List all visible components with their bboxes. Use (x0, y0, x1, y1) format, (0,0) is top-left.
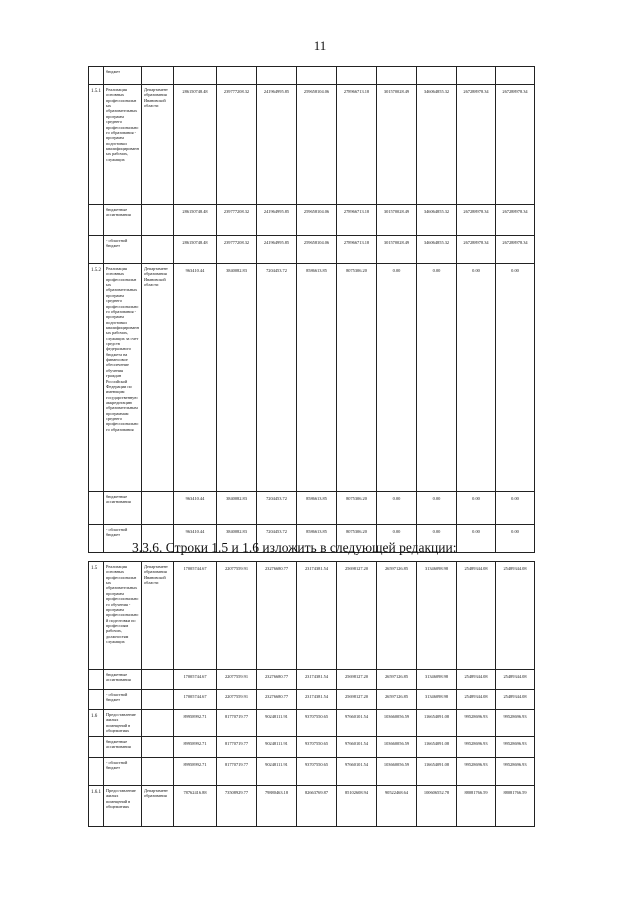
row-code (89, 492, 104, 525)
value-cell: 278966713.18 (337, 205, 377, 236)
value-cell: 241964995.85 (257, 85, 297, 205)
value-cell: 259658104.06 (297, 236, 337, 264)
value-cell: 267288978.34 (496, 85, 535, 205)
value-cell: 0.00 (377, 525, 417, 553)
table-row (89, 562, 535, 670)
value-cell: 99528696.93 (457, 758, 496, 786)
row-code: 1.5.2 (89, 264, 104, 492)
value-cell: 8586613.85 (297, 492, 337, 525)
row-code (89, 236, 104, 264)
value-cell: 267288978.34 (496, 236, 535, 264)
value-cell: 963410.44 (174, 492, 217, 525)
row-executor (142, 236, 174, 264)
row-code (89, 525, 104, 553)
value-cell: 26597126.85 (377, 670, 417, 690)
value-cell: 8075306.20 (337, 264, 377, 492)
row-code: 1.6.1 (89, 786, 104, 827)
value-cell: 3840082.83 (217, 492, 257, 525)
value-cell: 17005744.67 (174, 690, 217, 710)
value-cell: 26597126.85 (377, 562, 417, 670)
row-name: Предоставление жилых помещений в общежитиях (104, 786, 142, 827)
row-code (89, 737, 104, 758)
value-cell: 73508929.77 (217, 786, 257, 827)
row-code (89, 670, 104, 690)
value-cell: 7204453.72 (257, 525, 297, 553)
value-cell: 25489344.08 (457, 670, 496, 690)
row-executor: Департамент образования Ивановской области (142, 85, 174, 205)
value-cell: 90248111.91 (257, 758, 297, 786)
value-cell: 7204453.72 (257, 264, 297, 492)
table-row (89, 236, 535, 264)
value-cell: 0.00 (377, 492, 417, 525)
value-cell (257, 67, 297, 85)
value-cell: 23174381.54 (297, 690, 337, 710)
row-executor: Департамент образования (142, 786, 174, 827)
row-executor (142, 710, 174, 737)
value-cell: 267288978.34 (457, 85, 496, 205)
value-cell: 259658104.06 (297, 205, 337, 236)
table-row (89, 670, 535, 690)
value-cell: 0.00 (496, 492, 535, 525)
value-cell: 82663769.87 (297, 786, 337, 827)
value-cell: 78762416.88 (174, 786, 217, 827)
value-cell: 286150748.48 (174, 205, 217, 236)
value-cell: 97660101.54 (337, 758, 377, 786)
row-executor (142, 670, 174, 690)
value-cell: 239777208.32 (217, 85, 257, 205)
value-cell: 23276680.77 (257, 690, 297, 710)
value-cell: 22077559.91 (217, 670, 257, 690)
value-cell: 25698127.20 (337, 690, 377, 710)
value-cell: 0.00 (417, 525, 457, 553)
table-row (89, 492, 535, 525)
value-cell: 0.00 (457, 525, 496, 553)
value-cell: 239777208.32 (217, 236, 257, 264)
row-name: Реализация основных профессиональных образовательных программ профессионального обучения - программ профессиональной подготовки по профессиям рабочих, должностям служащих (104, 562, 142, 670)
value-cell: 0.00 (457, 492, 496, 525)
row-name: - областной бюджет (104, 236, 142, 264)
row-executor (142, 492, 174, 525)
value-cell: 278966713.18 (337, 85, 377, 205)
row-executor (142, 690, 174, 710)
value-cell: 267288978.34 (457, 205, 496, 236)
value-cell: 0.00 (377, 264, 417, 492)
value-cell: 93707550.65 (297, 710, 337, 737)
value-cell: 93707550.65 (297, 758, 337, 786)
value-cell (496, 67, 535, 85)
value-cell (142, 67, 174, 85)
value-cell: 99528696.93 (457, 737, 496, 758)
row-name: бюджетные ассигнования (104, 670, 142, 690)
value-cell: 22077559.91 (217, 562, 257, 670)
value-cell: 8586613.85 (297, 264, 337, 492)
table-row (89, 67, 535, 85)
value-cell: 89958992.71 (174, 737, 217, 758)
value-cell: 0.00 (417, 264, 457, 492)
row-name: - областной бюджет (104, 690, 142, 710)
value-cell: 25489344.08 (496, 690, 535, 710)
value-cell: 25489344.08 (457, 562, 496, 670)
row-name: Реализация основных профессиональных образовательных программ среднего профессионального образования - программ подготовки квалифицированных рабочих, служащих (104, 85, 142, 205)
value-cell: 103660056.59 (377, 710, 417, 737)
value-cell: 286150748.48 (174, 85, 217, 205)
value-cell: 93707550.65 (297, 737, 337, 758)
value-cell: 259658104.06 (297, 85, 337, 205)
row-executor (142, 737, 174, 758)
value-cell (457, 67, 496, 85)
value-cell: 97660101.54 (337, 710, 377, 737)
value-cell: 286150748.48 (174, 236, 217, 264)
value-cell: 103660056.59 (377, 737, 417, 758)
row-executor: Департамент образования Ивановской области (142, 264, 174, 492)
row-name: Предоставление жилых помещений в общежитиях (104, 710, 142, 737)
row-code: 1.5 (89, 562, 104, 670)
value-cell: 241964995.85 (257, 205, 297, 236)
value-cell: 3840082.83 (217, 525, 257, 553)
value-cell (217, 67, 257, 85)
value-cell: 26597126.85 (377, 690, 417, 710)
value-cell: 90248111.91 (257, 710, 297, 737)
value-cell: 25489344.08 (457, 690, 496, 710)
value-cell: 963410.44 (174, 264, 217, 492)
value-cell: 267288978.34 (457, 236, 496, 264)
value-cell: 25489344.08 (496, 562, 535, 670)
value-cell: 25698127.20 (337, 670, 377, 690)
value-cell: 23276680.77 (257, 670, 297, 690)
value-cell: 0.00 (457, 264, 496, 492)
value-cell: 301570028.49 (377, 236, 417, 264)
value-cell: 22077559.91 (217, 690, 257, 710)
row-name: бюджет (104, 67, 142, 85)
value-cell: 23276680.77 (257, 562, 297, 670)
row-executor (142, 758, 174, 786)
value-cell: 346064855.32 (417, 205, 457, 236)
row-executor (142, 205, 174, 236)
value-cell: 301570028.49 (377, 205, 417, 236)
value-cell: 90522468.64 (377, 786, 417, 827)
value-cell: 241964995.85 (257, 236, 297, 264)
value-cell: 8075306.20 (337, 492, 377, 525)
value-cell: 3840082.83 (217, 264, 257, 492)
value-cell: 23174381.54 (297, 562, 337, 670)
value-cell: 31346098.98 (417, 670, 457, 690)
value-cell: 25489344.08 (496, 670, 535, 690)
value-cell (417, 67, 457, 85)
value-cell (337, 67, 377, 85)
value-cell: 8075306.20 (337, 525, 377, 553)
value-cell: 278966713.18 (337, 236, 377, 264)
value-cell: 90248111.91 (257, 737, 297, 758)
row-name: Реализация основных профессиональных образовательных программ среднего профессионального образования - программ подготовки квалифицированных рабочих, служащих за счет средств федерального бюджета на финансовое обеспечение обучения граждан Российской Федерации по имеющим государственную аккредитацию образовательным программам среднего профессионального образования (104, 264, 142, 492)
table-row (89, 264, 535, 492)
value-cell: 103660056.59 (377, 758, 417, 786)
value-cell: 81770719.77 (217, 737, 257, 758)
value-cell: 25698127.20 (337, 562, 377, 670)
value-cell: 99528696.93 (457, 710, 496, 737)
value-cell: 89958992.71 (174, 710, 217, 737)
table-row (89, 205, 535, 236)
value-cell: 31346098.98 (417, 562, 457, 670)
value-cell: 88081766.59 (457, 786, 496, 827)
value-cell: 99528696.93 (496, 737, 535, 758)
value-cell: 79880463.18 (257, 786, 297, 827)
row-code (89, 205, 104, 236)
value-cell (174, 67, 217, 85)
row-code (89, 758, 104, 786)
table-row (89, 85, 535, 205)
value-cell: 17005744.67 (174, 670, 217, 690)
page-number: 11 (313, 38, 327, 53)
value-cell: 301570028.49 (377, 85, 417, 205)
value-cell: 8586613.85 (297, 525, 337, 553)
table-row (89, 786, 535, 827)
value-cell: 963410.44 (174, 525, 217, 553)
value-cell: 81770719.77 (217, 758, 257, 786)
value-cell: 31346098.98 (417, 690, 457, 710)
value-cell (377, 67, 417, 85)
value-cell: 17005744.67 (174, 562, 217, 670)
value-cell: 88081766.59 (496, 786, 535, 827)
value-cell: 97660101.54 (337, 737, 377, 758)
row-name: - областной бюджет (104, 758, 142, 786)
value-cell: 85102608.94 (337, 786, 377, 827)
value-cell: 116654091.08 (417, 737, 457, 758)
value-cell: 23174381.54 (297, 670, 337, 690)
table-row (89, 758, 535, 786)
row-code (89, 690, 104, 710)
value-cell: 116654091.08 (417, 710, 457, 737)
row-executor: Департамент образования Ивановской области (142, 562, 174, 670)
value-cell: 239777208.32 (217, 205, 257, 236)
value-cell (297, 67, 337, 85)
value-cell: 100606552.78 (417, 786, 457, 827)
value-cell: 99528696.93 (496, 710, 535, 737)
value-cell: 7204453.72 (257, 492, 297, 525)
table-row (89, 737, 535, 758)
section-heading: 3.3.6. Строки 1.5 и 1.6 изложить в следующей редакции: (132, 540, 457, 555)
value-cell: 267288978.34 (496, 205, 535, 236)
budget-table-1 (88, 66, 535, 553)
value-cell: 116654091.08 (417, 758, 457, 786)
value-cell: 81770719.77 (217, 710, 257, 737)
value-cell: 0.00 (417, 492, 457, 525)
value-cell: 89958992.71 (174, 758, 217, 786)
row-code (89, 67, 104, 85)
row-name: бюджетные ассигнования (104, 737, 142, 758)
row-code: 1.5.1 (89, 85, 104, 205)
value-cell: 99528696.93 (496, 758, 535, 786)
budget-table-2 (88, 561, 535, 827)
value-cell: 346064855.32 (417, 85, 457, 205)
table-row (89, 710, 535, 737)
row-name: бюджетные ассигнования (104, 205, 142, 236)
value-cell: 0.00 (496, 525, 535, 553)
row-name: - областной бюджет (104, 525, 142, 553)
value-cell: 346064855.32 (417, 236, 457, 264)
table-row (89, 690, 535, 710)
value-cell: 0.00 (496, 264, 535, 492)
row-code: 1.6 (89, 710, 104, 737)
row-name: бюджетные ассигнования (104, 492, 142, 525)
